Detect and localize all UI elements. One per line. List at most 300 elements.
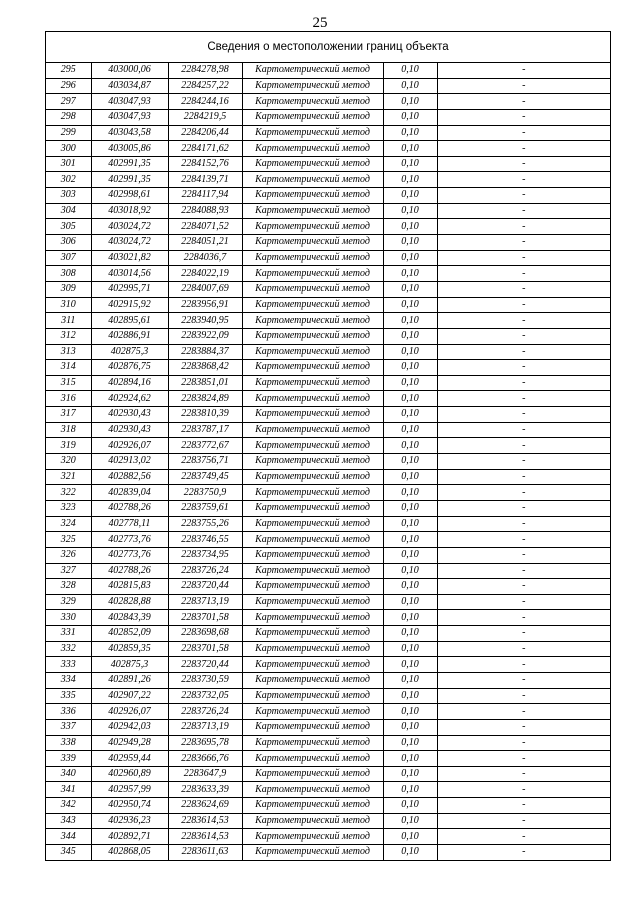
precision-cell: 0,10 (383, 219, 437, 235)
y-coordinate-cell: 2284036,7 (168, 250, 242, 266)
method-cell: Картометрический метод (242, 422, 383, 438)
x-coordinate-cell: 402924,62 (91, 391, 168, 407)
description-cell: - (437, 735, 610, 751)
description-cell: - (437, 657, 610, 673)
x-coordinate-cell: 402773,76 (91, 532, 168, 548)
y-coordinate-cell: 2283720,44 (168, 657, 242, 673)
method-cell: Картометрический метод (242, 672, 383, 688)
method-cell: Картометрический метод (242, 688, 383, 704)
y-coordinate-cell: 2283732,05 (168, 688, 242, 704)
x-coordinate-cell: 403024,72 (91, 235, 168, 251)
table-row (46, 266, 610, 282)
x-coordinate-cell: 402957,99 (91, 782, 168, 798)
table-row (46, 281, 610, 297)
table-row (46, 422, 610, 438)
table-row (46, 156, 610, 172)
point-number-cell: 301 (46, 156, 91, 172)
x-coordinate-cell: 402876,75 (91, 360, 168, 376)
description-cell: - (437, 829, 610, 845)
precision-cell: 0,10 (383, 266, 437, 282)
point-number-cell: 312 (46, 328, 91, 344)
table-row (46, 375, 610, 391)
description-cell: - (437, 626, 610, 642)
y-coordinate-cell: 2284071,52 (168, 219, 242, 235)
table-row (46, 672, 610, 688)
table-row (46, 782, 610, 798)
x-coordinate-cell: 402892,71 (91, 829, 168, 845)
precision-cell: 0,10 (383, 829, 437, 845)
y-coordinate-cell: 2283701,58 (168, 641, 242, 657)
point-number-cell: 327 (46, 563, 91, 579)
method-cell: Картометрический метод (242, 328, 383, 344)
y-coordinate-cell: 2283868,42 (168, 360, 242, 376)
y-coordinate-cell: 2283884,37 (168, 344, 242, 360)
table-row (46, 94, 610, 110)
description-cell: - (437, 250, 610, 266)
method-cell: Картометрический метод (242, 782, 383, 798)
point-number-cell: 311 (46, 313, 91, 329)
precision-cell: 0,10 (383, 594, 437, 610)
method-cell: Картометрический метод (242, 313, 383, 329)
precision-cell: 0,10 (383, 422, 437, 438)
x-coordinate-cell: 402991,35 (91, 156, 168, 172)
method-cell: Картометрический метод (242, 829, 383, 845)
x-coordinate-cell: 402998,61 (91, 188, 168, 204)
point-number-cell: 341 (46, 782, 91, 798)
method-cell: Картометрический метод (242, 704, 383, 720)
description-cell: - (437, 641, 610, 657)
y-coordinate-cell: 2283611,63 (168, 845, 242, 860)
table-row (46, 172, 610, 188)
table-row (46, 438, 610, 454)
x-coordinate-cell: 402930,43 (91, 407, 168, 423)
precision-cell: 0,10 (383, 375, 437, 391)
point-number-cell: 302 (46, 172, 91, 188)
point-number-cell: 300 (46, 141, 91, 157)
x-coordinate-cell: 403034,87 (91, 78, 168, 94)
y-coordinate-cell: 2283713,19 (168, 594, 242, 610)
table-row (46, 532, 610, 548)
x-coordinate-cell: 402875,3 (91, 657, 168, 673)
table-row (46, 328, 610, 344)
precision-cell: 0,10 (383, 454, 437, 470)
table-row (46, 688, 610, 704)
table-row (46, 235, 610, 251)
method-cell: Картометрический метод (242, 751, 383, 767)
description-cell: - (437, 219, 610, 235)
description-cell: - (437, 141, 610, 157)
x-coordinate-cell: 402959,44 (91, 751, 168, 767)
precision-cell: 0,10 (383, 344, 437, 360)
y-coordinate-cell: 2283666,76 (168, 751, 242, 767)
description-cell: - (437, 172, 610, 188)
method-cell: Картометрический метод (242, 360, 383, 376)
x-coordinate-cell: 402859,35 (91, 641, 168, 657)
description-cell: - (437, 313, 610, 329)
point-number-cell: 299 (46, 125, 91, 141)
point-number-cell: 345 (46, 845, 91, 860)
precision-cell: 0,10 (383, 141, 437, 157)
x-coordinate-cell: 402788,26 (91, 500, 168, 516)
method-cell: Картометрический метод (242, 297, 383, 313)
y-coordinate-cell: 2283940,95 (168, 313, 242, 329)
description-cell: - (437, 438, 610, 454)
precision-cell: 0,10 (383, 172, 437, 188)
y-coordinate-cell: 2284139,71 (168, 172, 242, 188)
x-coordinate-cell: 402926,07 (91, 704, 168, 720)
precision-cell: 0,10 (383, 63, 437, 78)
description-cell: - (437, 125, 610, 141)
point-number-cell: 303 (46, 188, 91, 204)
description-cell: - (437, 235, 610, 251)
point-number-cell: 334 (46, 672, 91, 688)
table-row (46, 125, 610, 141)
x-coordinate-cell: 402991,35 (91, 172, 168, 188)
precision-cell: 0,10 (383, 188, 437, 204)
x-coordinate-cell: 402868,05 (91, 845, 168, 860)
description-cell: - (437, 563, 610, 579)
table-row (46, 297, 610, 313)
y-coordinate-cell: 2283772,67 (168, 438, 242, 454)
method-cell: Картометрический метод (242, 626, 383, 642)
y-coordinate-cell: 2283787,17 (168, 422, 242, 438)
x-coordinate-cell: 403021,82 (91, 250, 168, 266)
precision-cell: 0,10 (383, 688, 437, 704)
x-coordinate-cell: 402942,03 (91, 719, 168, 735)
description-cell: - (437, 454, 610, 470)
precision-cell: 0,10 (383, 719, 437, 735)
point-number-cell: 295 (46, 63, 91, 78)
description-cell: - (437, 360, 610, 376)
table-row (46, 798, 610, 814)
method-cell: Картометрический метод (242, 798, 383, 814)
y-coordinate-cell: 2283701,58 (168, 610, 242, 626)
precision-cell: 0,10 (383, 281, 437, 297)
point-number-cell: 338 (46, 735, 91, 751)
table-row (46, 845, 610, 860)
description-cell: - (437, 500, 610, 516)
point-number-cell: 326 (46, 547, 91, 563)
description-cell: - (437, 719, 610, 735)
precision-cell: 0,10 (383, 813, 437, 829)
method-cell: Картометрический метод (242, 469, 383, 485)
table-row (46, 454, 610, 470)
y-coordinate-cell: 2284152,76 (168, 156, 242, 172)
precision-cell: 0,10 (383, 845, 437, 860)
method-cell: Картометрический метод (242, 813, 383, 829)
method-cell: Картометрический метод (242, 407, 383, 423)
x-coordinate-cell: 403024,72 (91, 219, 168, 235)
description-cell: - (437, 78, 610, 94)
point-number-cell: 307 (46, 250, 91, 266)
description-cell: - (437, 469, 610, 485)
y-coordinate-cell: 2284257,22 (168, 78, 242, 94)
y-coordinate-cell: 2283624,69 (168, 798, 242, 814)
y-coordinate-cell: 2283922,09 (168, 328, 242, 344)
precision-cell: 0,10 (383, 782, 437, 798)
point-number-cell: 305 (46, 219, 91, 235)
point-number-cell: 313 (46, 344, 91, 360)
precision-cell: 0,10 (383, 438, 437, 454)
y-coordinate-cell: 2283726,24 (168, 563, 242, 579)
point-number-cell: 317 (46, 407, 91, 423)
precision-cell: 0,10 (383, 532, 437, 548)
precision-cell: 0,10 (383, 704, 437, 720)
y-coordinate-cell: 2283746,55 (168, 532, 242, 548)
point-number-cell: 320 (46, 454, 91, 470)
point-number-cell: 306 (46, 235, 91, 251)
method-cell: Картометрический метод (242, 516, 383, 532)
y-coordinate-cell: 2284244,16 (168, 94, 242, 110)
precision-cell: 0,10 (383, 125, 437, 141)
x-coordinate-cell: 403014,56 (91, 266, 168, 282)
method-cell: Картометрический метод (242, 219, 383, 235)
point-number-cell: 304 (46, 203, 91, 219)
y-coordinate-cell: 2283633,39 (168, 782, 242, 798)
y-coordinate-cell: 2283750,9 (168, 485, 242, 501)
method-cell: Картометрический метод (242, 63, 383, 78)
table-row (46, 547, 610, 563)
method-cell: Картометрический метод (242, 594, 383, 610)
table-row (46, 704, 610, 720)
point-number-cell: 318 (46, 422, 91, 438)
page-number: 25 (312, 15, 328, 31)
description-cell: - (437, 94, 610, 110)
precision-cell: 0,10 (383, 235, 437, 251)
precision-cell: 0,10 (383, 94, 437, 110)
table-row (46, 469, 610, 485)
x-coordinate-cell: 402913,02 (91, 454, 168, 470)
description-cell: - (437, 297, 610, 313)
point-number-cell: 342 (46, 798, 91, 814)
x-coordinate-cell: 402960,89 (91, 766, 168, 782)
table-row (46, 250, 610, 266)
table-row (46, 109, 610, 125)
x-coordinate-cell: 402875,3 (91, 344, 168, 360)
y-coordinate-cell: 2283956,91 (168, 297, 242, 313)
y-coordinate-cell: 2283851,01 (168, 375, 242, 391)
table-row (46, 579, 610, 595)
description-cell: - (437, 188, 610, 204)
table-row (46, 766, 610, 782)
y-coordinate-cell: 2283614,53 (168, 813, 242, 829)
y-coordinate-cell: 2284007,69 (168, 281, 242, 297)
point-number-cell: 309 (46, 281, 91, 297)
y-coordinate-cell: 2283759,61 (168, 500, 242, 516)
method-cell: Картометрический метод (242, 125, 383, 141)
method-cell: Картометрический метод (242, 375, 383, 391)
description-cell: - (437, 156, 610, 172)
y-coordinate-cell: 2283695,78 (168, 735, 242, 751)
point-number-cell: 337 (46, 719, 91, 735)
table-row (46, 641, 610, 657)
table-row (46, 626, 610, 642)
description-cell: - (437, 344, 610, 360)
table-row (46, 500, 610, 516)
table-row (46, 516, 610, 532)
method-cell: Картометрический метод (242, 532, 383, 548)
x-coordinate-cell: 403047,93 (91, 94, 168, 110)
x-coordinate-cell: 402815,83 (91, 579, 168, 595)
description-cell: - (437, 391, 610, 407)
description-cell: - (437, 516, 610, 532)
method-cell: Картометрический метод (242, 438, 383, 454)
precision-cell: 0,10 (383, 766, 437, 782)
x-coordinate-cell: 402852,09 (91, 626, 168, 642)
point-number-cell: 335 (46, 688, 91, 704)
precision-cell: 0,10 (383, 626, 437, 642)
table-row (46, 751, 610, 767)
x-coordinate-cell: 402773,76 (91, 547, 168, 563)
description-cell: - (437, 813, 610, 829)
point-number-cell: 308 (46, 266, 91, 282)
y-coordinate-cell: 2283726,24 (168, 704, 242, 720)
description-cell: - (437, 610, 610, 626)
y-coordinate-cell: 2284022,19 (168, 266, 242, 282)
x-coordinate-cell: 402995,71 (91, 281, 168, 297)
y-coordinate-cell: 2283720,44 (168, 579, 242, 595)
point-number-cell: 325 (46, 532, 91, 548)
y-coordinate-cell: 2283698,68 (168, 626, 242, 642)
description-cell: - (437, 266, 610, 282)
point-number-cell: 332 (46, 641, 91, 657)
method-cell: Картометрический метод (242, 547, 383, 563)
x-coordinate-cell: 402894,16 (91, 375, 168, 391)
table-row (46, 610, 610, 626)
table-row (46, 63, 610, 78)
table-row (46, 141, 610, 157)
point-number-cell: 343 (46, 813, 91, 829)
description-cell: - (437, 532, 610, 548)
point-number-cell: 333 (46, 657, 91, 673)
precision-cell: 0,10 (383, 516, 437, 532)
x-coordinate-cell: 402828,88 (91, 594, 168, 610)
method-cell: Картометрический метод (242, 719, 383, 735)
table-row (46, 485, 610, 501)
y-coordinate-cell: 2283810,39 (168, 407, 242, 423)
description-cell: - (437, 704, 610, 720)
x-coordinate-cell: 402839,04 (91, 485, 168, 501)
x-coordinate-cell: 403005,86 (91, 141, 168, 157)
x-coordinate-cell: 403018,92 (91, 203, 168, 219)
description-cell: - (437, 688, 610, 704)
table-row (46, 344, 610, 360)
precision-cell: 0,10 (383, 297, 437, 313)
method-cell: Картометрический метод (242, 109, 383, 125)
description-cell: - (437, 109, 610, 125)
point-number-cell: 319 (46, 438, 91, 454)
x-coordinate-cell: 402936,23 (91, 813, 168, 829)
precision-cell: 0,10 (383, 250, 437, 266)
table-row (46, 360, 610, 376)
x-coordinate-cell: 402907,22 (91, 688, 168, 704)
point-number-cell: 328 (46, 579, 91, 595)
method-cell: Картометрический метод (242, 250, 383, 266)
point-number-cell: 323 (46, 500, 91, 516)
table-row (46, 313, 610, 329)
table-row (46, 203, 610, 219)
table-row (46, 829, 610, 845)
y-coordinate-cell: 2284088,93 (168, 203, 242, 219)
precision-cell: 0,10 (383, 360, 437, 376)
method-cell: Картометрический метод (242, 641, 383, 657)
point-number-cell: 331 (46, 626, 91, 642)
precision-cell: 0,10 (383, 109, 437, 125)
x-coordinate-cell: 402930,43 (91, 422, 168, 438)
method-cell: Картометрический метод (242, 579, 383, 595)
method-cell: Картометрический метод (242, 203, 383, 219)
point-number-cell: 339 (46, 751, 91, 767)
method-cell: Картометрический метод (242, 500, 383, 516)
point-number-cell: 329 (46, 594, 91, 610)
table-row (46, 735, 610, 751)
point-number-cell: 314 (46, 360, 91, 376)
point-number-cell: 297 (46, 94, 91, 110)
precision-cell: 0,10 (383, 672, 437, 688)
x-coordinate-cell: 402778,11 (91, 516, 168, 532)
precision-cell: 0,10 (383, 610, 437, 626)
x-coordinate-cell: 402950,74 (91, 798, 168, 814)
x-coordinate-cell: 402886,91 (91, 328, 168, 344)
table-row (46, 657, 610, 673)
y-coordinate-cell: 2284117,94 (168, 188, 242, 204)
table-row (46, 813, 610, 829)
table-row (46, 594, 610, 610)
point-number-cell: 344 (46, 829, 91, 845)
x-coordinate-cell: 402882,56 (91, 469, 168, 485)
point-number-cell: 324 (46, 516, 91, 532)
method-cell: Картометрический метод (242, 610, 383, 626)
precision-cell: 0,10 (383, 563, 437, 579)
description-cell: - (437, 782, 610, 798)
description-cell: - (437, 798, 610, 814)
description-cell: - (437, 63, 610, 78)
y-coordinate-cell: 2283730,59 (168, 672, 242, 688)
description-cell: - (437, 766, 610, 782)
description-cell: - (522, 846, 526, 858)
method-cell: Картометрический метод (242, 454, 383, 470)
precision-cell: 0,10 (383, 469, 437, 485)
table-row (46, 219, 610, 235)
y-coordinate-cell: 2283614,53 (168, 829, 242, 845)
method-cell: Картометрический метод (242, 766, 383, 782)
y-coordinate-cell: 2283756,71 (168, 454, 242, 470)
method-cell: Картометрический метод (242, 94, 383, 110)
precision-cell: 0,10 (383, 547, 437, 563)
point-number-cell: 296 (46, 78, 91, 94)
x-coordinate-cell: 403047,93 (91, 109, 168, 125)
description-cell: - (437, 422, 610, 438)
boundary-table (45, 31, 611, 861)
precision-cell: 0,10 (383, 751, 437, 767)
y-coordinate-cell: 2283734,95 (168, 547, 242, 563)
y-coordinate-cell: 2284206,44 (168, 125, 242, 141)
x-coordinate-cell: 402843,39 (91, 610, 168, 626)
y-coordinate-cell: 2283824,89 (168, 391, 242, 407)
y-coordinate-cell: 2284219,5 (168, 109, 242, 125)
point-number-cell: 340 (46, 766, 91, 782)
coordinates-table (46, 63, 610, 860)
x-coordinate-cell: 402895,61 (91, 313, 168, 329)
precision-cell: 0,10 (383, 156, 437, 172)
method-cell: Картометрический метод (242, 172, 383, 188)
x-coordinate-cell: 403043,58 (91, 125, 168, 141)
description-cell: - (437, 547, 610, 563)
precision-cell: 0,10 (383, 391, 437, 407)
method-cell: Картометрический метод (242, 156, 383, 172)
x-coordinate-cell: 402891,26 (91, 672, 168, 688)
table-row (46, 563, 610, 579)
